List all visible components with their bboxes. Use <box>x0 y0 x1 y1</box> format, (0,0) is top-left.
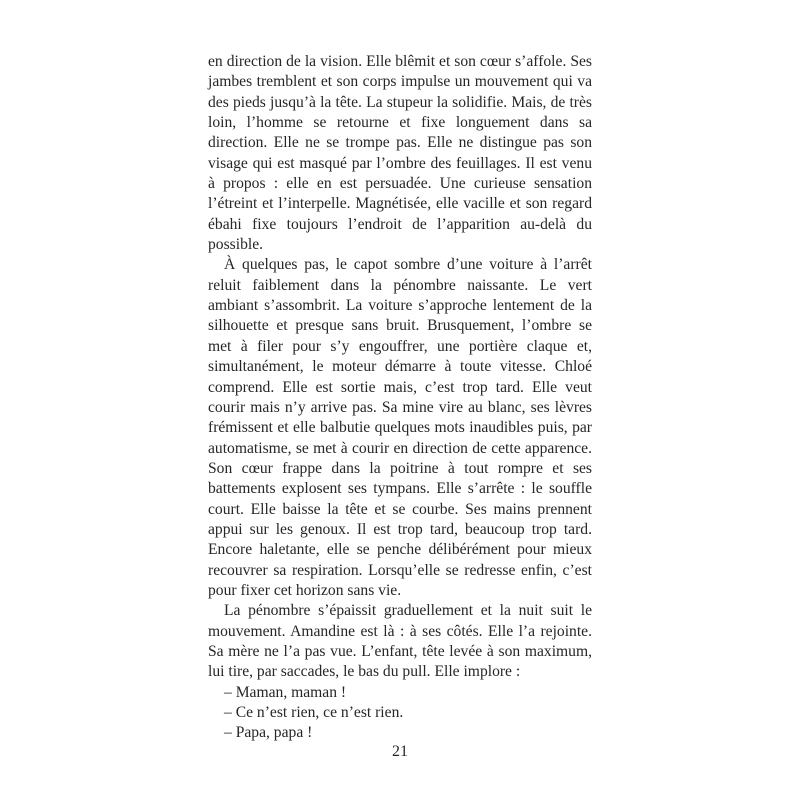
dialogue-line-3: – Papa, papa ! <box>224 724 313 742</box>
paragraph-2: À quelques pas, le capot sombre d’une voiture à l’arrêt reluit faiblement dans la pénombre naissante. Le vert ambiant s’assombrit. La voiture s’approche lentement de la silhouette et presque sans bruit. Brusquement, l’ombre se met à filer pour s’y engouffrer, une portière claque et, simultanément, le moteur démarre à toute vitesse. Chloé comprend. Elle est sortie mais, c’est trop tard. Elle veut courir mais n’y arrive pas. Sa mine vire au blanc, ses lèvres frémissent et elle balbutie quelques mots inaudibles puis, par automatisme, se met à courir en direction de cette apparence. Son cœur frappe dans la poitrine à tout rompre et ses battements explosent ses tympans. Elle s’arrête : le souffle court. Elle baisse la tête et se courbe. Ses mains prennent appui sur les genoux. Il est trop tard, beaucoup trop tard. Encore haletante, elle se penche délibérément pour mieux recouvrer sa respiration. Lorsqu’elle se redresse enfin, c’est pour fixer cet horizon sans vie. <box>208 256 592 599</box>
dialogue-line-1: – Maman, maman ! <box>224 683 347 701</box>
paragraph-1: en direction de la vision. Elle blêmit et son cœur s’affole. Ses jambes tremblent et son corps impulse un mouvement qui va des pieds jusqu’à la tête. La stupeur la solidifie. Mais, de très loin, l’homme se retourne et fixe longuement dans sa direction. Elle ne se trompe pas. Elle ne distingue pas son visage qui est masqué par l’ombre des feuillages. Il est venu à propos : elle en est persuadée. Une curieuse sensation l’étreint et l’interpelle. Magnétisée, elle vacille et son regard ébahi fixe toujours l’endroit de l’apparition au-delà du possible. <box>208 53 592 254</box>
page-number: 21 <box>392 743 408 760</box>
book-page <box>208 52 592 772</box>
dialogue-line-2: – Ce n’est rien, ce n’est rien. <box>224 704 404 721</box>
paragraph-3: La pénombre s’épaissit graduellement et la nuit suit le mouvement. Amandine est là : à ses côtés. Elle l’a rejointe. Sa mère ne l’a pas vue. L’enfant, tête levée à son maximum, lui tire, par saccades, le bas du pull. Elle implore : <box>208 602 592 681</box>
